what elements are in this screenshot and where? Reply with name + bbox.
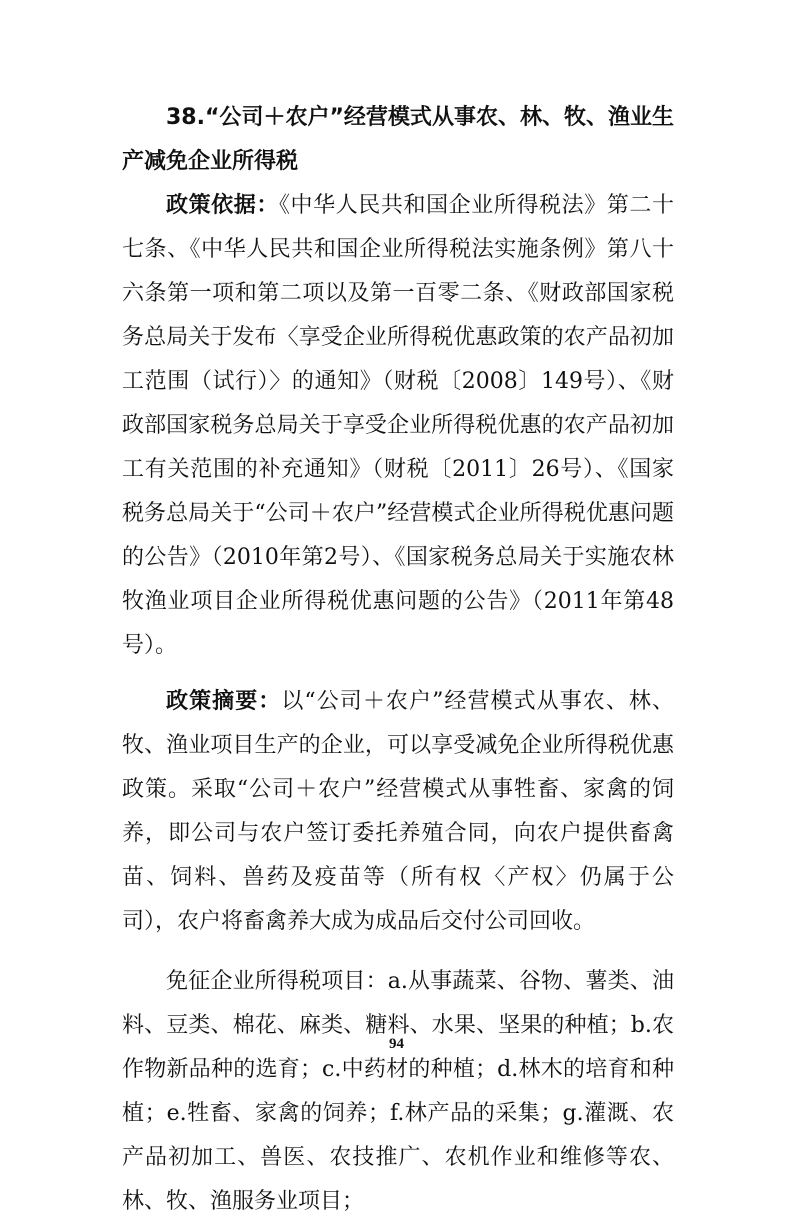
section-title: 38.“公司＋农户”经营模式从事农、林、牧、渔业生产减免企业所得税: [122, 105, 674, 174]
policy-basis-paragraph: [122, 184, 674, 668]
document-page: [122, 96, 674, 1224]
policy-summary-text: 以“公司＋农户”经营模式从事农、林、牧、渔业项目生产的企业，可以享受减免企业所得税优惠政策。采取“公司＋农户”经营模式从事牲畜、家禽的饲养，即公司与农户签订委托养殖合同，向农户提供畜禽苗、饲料、兽药及疫苗等（所有权〈产权〉仍属于公司），农户将畜禽养大成为成品后交付公司回收。: [122, 689, 674, 934]
policy-basis-text: 《中华人民共和国企业所得税法》第二十七条、《中华人民共和国企业所得税法实施条例》第八十六条第一项和第二项以及第一百零二条、《财政部国家税务总局关于发布〈享受企业所得税优惠政策的农产品初加工范围（试行）〉的通知》（财税〔2008〕149号）、《财政部国家税务总局关于享受企业所得税优惠的农产品初加工有关范围的补充通知》（财税〔2011〕26号）、《国家税务总局关于“公司＋农户”经营模式企业所得税优惠问题的公告》（2010年第2号）、《国家税务总局关于实施农林牧渔业项目企业所得税优惠问题的公告》（2011年第48号）。: [122, 193, 674, 658]
policy-basis-label: 政策依据：: [166, 193, 279, 218]
policy-summary-label: 政策摘要：: [166, 689, 282, 714]
exempt-items-paragraph: 免征企业所得税项目：a.从事蔬菜、谷物、薯类、油料、豆类、棉花、麻类、糖料、水果、坚果的种植；b.农作物新品种的选育；c.中药材的种植；d.林木的培育和种植；e.牲畜、家禽的饲养；f.林产品的采集；g.灌溉、农产品初加工、兽医、农技推广、农机作业和维修等农、林、牧、渔服务业项目；: [122, 969, 674, 1214]
policy-summary-paragraph: [122, 680, 674, 944]
page-number: 94: [389, 1036, 404, 1052]
